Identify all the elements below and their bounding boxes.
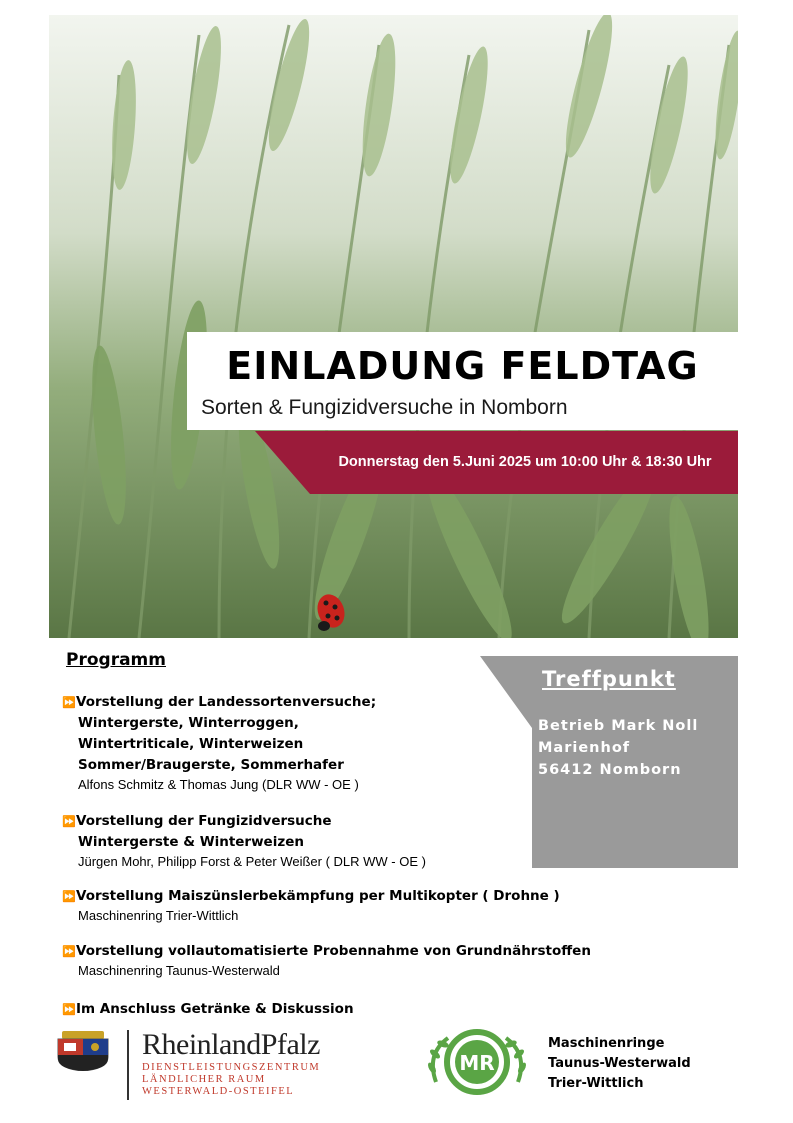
double-arrow-icon: ⏩ bbox=[62, 1003, 76, 1016]
dlr-line: LÄNDLICHER RAUM bbox=[142, 1074, 266, 1085]
program-speaker: Jürgen Mohr, Philipp Forst & Peter Weißer ( DLR WW - OE ) bbox=[78, 854, 426, 869]
program-item-line: Wintergerste, Winterroggen, bbox=[78, 715, 299, 731]
coat-of-arms-icon bbox=[50, 1031, 116, 1071]
dlr-line: DIENSTLEISTUNGSZENTRUM bbox=[142, 1062, 321, 1073]
program-speaker: Maschinenring Taunus-Westerwald bbox=[78, 963, 280, 978]
meeting-point-line: 56412 Nomborn bbox=[538, 762, 682, 778]
rlp-logo: RheinlandPfalz bbox=[142, 1028, 320, 1061]
meeting-point-line: Betrieb Mark Noll bbox=[538, 718, 699, 734]
program-item-line: Wintergerste & Winterweizen bbox=[78, 834, 304, 850]
double-arrow-icon: ⏩ bbox=[62, 815, 76, 828]
title-box bbox=[187, 332, 738, 430]
double-arrow-icon: ⏩ bbox=[62, 696, 76, 709]
program-item: ⏩Vorstellung vollautomatisierte Probennahme von Grundnährstoffen Maschinenring Taunus-Westerwald bbox=[62, 943, 591, 978]
program-speaker: Alfons Schmitz & Thomas Jung (DLR WW - OE ) bbox=[78, 777, 359, 792]
logo-divider bbox=[127, 1030, 129, 1100]
mr-line: Trier-Wittlich bbox=[548, 1076, 644, 1091]
page-title: EINLADUNG FELDTAG bbox=[226, 344, 699, 388]
event-date: Donnerstag den 5.Juni 2025 um 10:00 Uhr & 18:30 Uhr bbox=[338, 454, 712, 470]
mr-logo-icon bbox=[422, 1024, 532, 1098]
double-arrow-icon: ⏩ bbox=[62, 890, 76, 903]
program-item-line: Sommer/Braugerste, Sommerhafer bbox=[78, 757, 344, 773]
meeting-point-box bbox=[480, 656, 738, 868]
date-band bbox=[255, 431, 738, 494]
program-item: ⏩Vorstellung der Landessortenversuche; Wintergerste, Winterroggen, Wintertriticale, Winterweizen Sommer/Braugerste, Sommerhafer Alfons Schmitz & Thomas Jung (DLR WW - OE ) bbox=[62, 694, 377, 792]
program-speaker: Maschinenring Trier-Wittlich bbox=[78, 908, 239, 923]
meeting-point-line: Marienhof bbox=[538, 740, 631, 756]
mr-line: Taunus-Westerwald bbox=[548, 1056, 691, 1071]
mr-line: Maschinenringe bbox=[548, 1036, 665, 1051]
dlr-line: WESTERWALD-OSTEIFEL bbox=[142, 1086, 295, 1097]
program-item: ⏩Vorstellung der Fungizidversuche Wintergerste & Winterweizen Jürgen Mohr, Philipp Forst & Peter Weißer ( DLR WW - OE ) bbox=[62, 813, 426, 869]
page-subtitle: Sorten & Fungizidversuche in Nomborn bbox=[201, 396, 568, 419]
double-arrow-icon: ⏩ bbox=[62, 945, 76, 958]
program-heading: Programm bbox=[66, 650, 166, 670]
meeting-point-title: Treffpunkt bbox=[542, 667, 676, 691]
program-item-line: Wintertriticale, Winterweizen bbox=[78, 736, 304, 752]
program-item: ⏩Vorstellung Maiszünslerbekämpfung per Multikopter ( Drohne ) Maschinenring Trier-Wittlich bbox=[62, 888, 560, 923]
hero-photo bbox=[49, 15, 738, 638]
mr-logo-text: MR bbox=[459, 1051, 495, 1075]
program-item: ⏩Im Anschluss Getränke & Diskussion bbox=[62, 999, 354, 1020]
wheat-field-illustration bbox=[49, 15, 738, 638]
